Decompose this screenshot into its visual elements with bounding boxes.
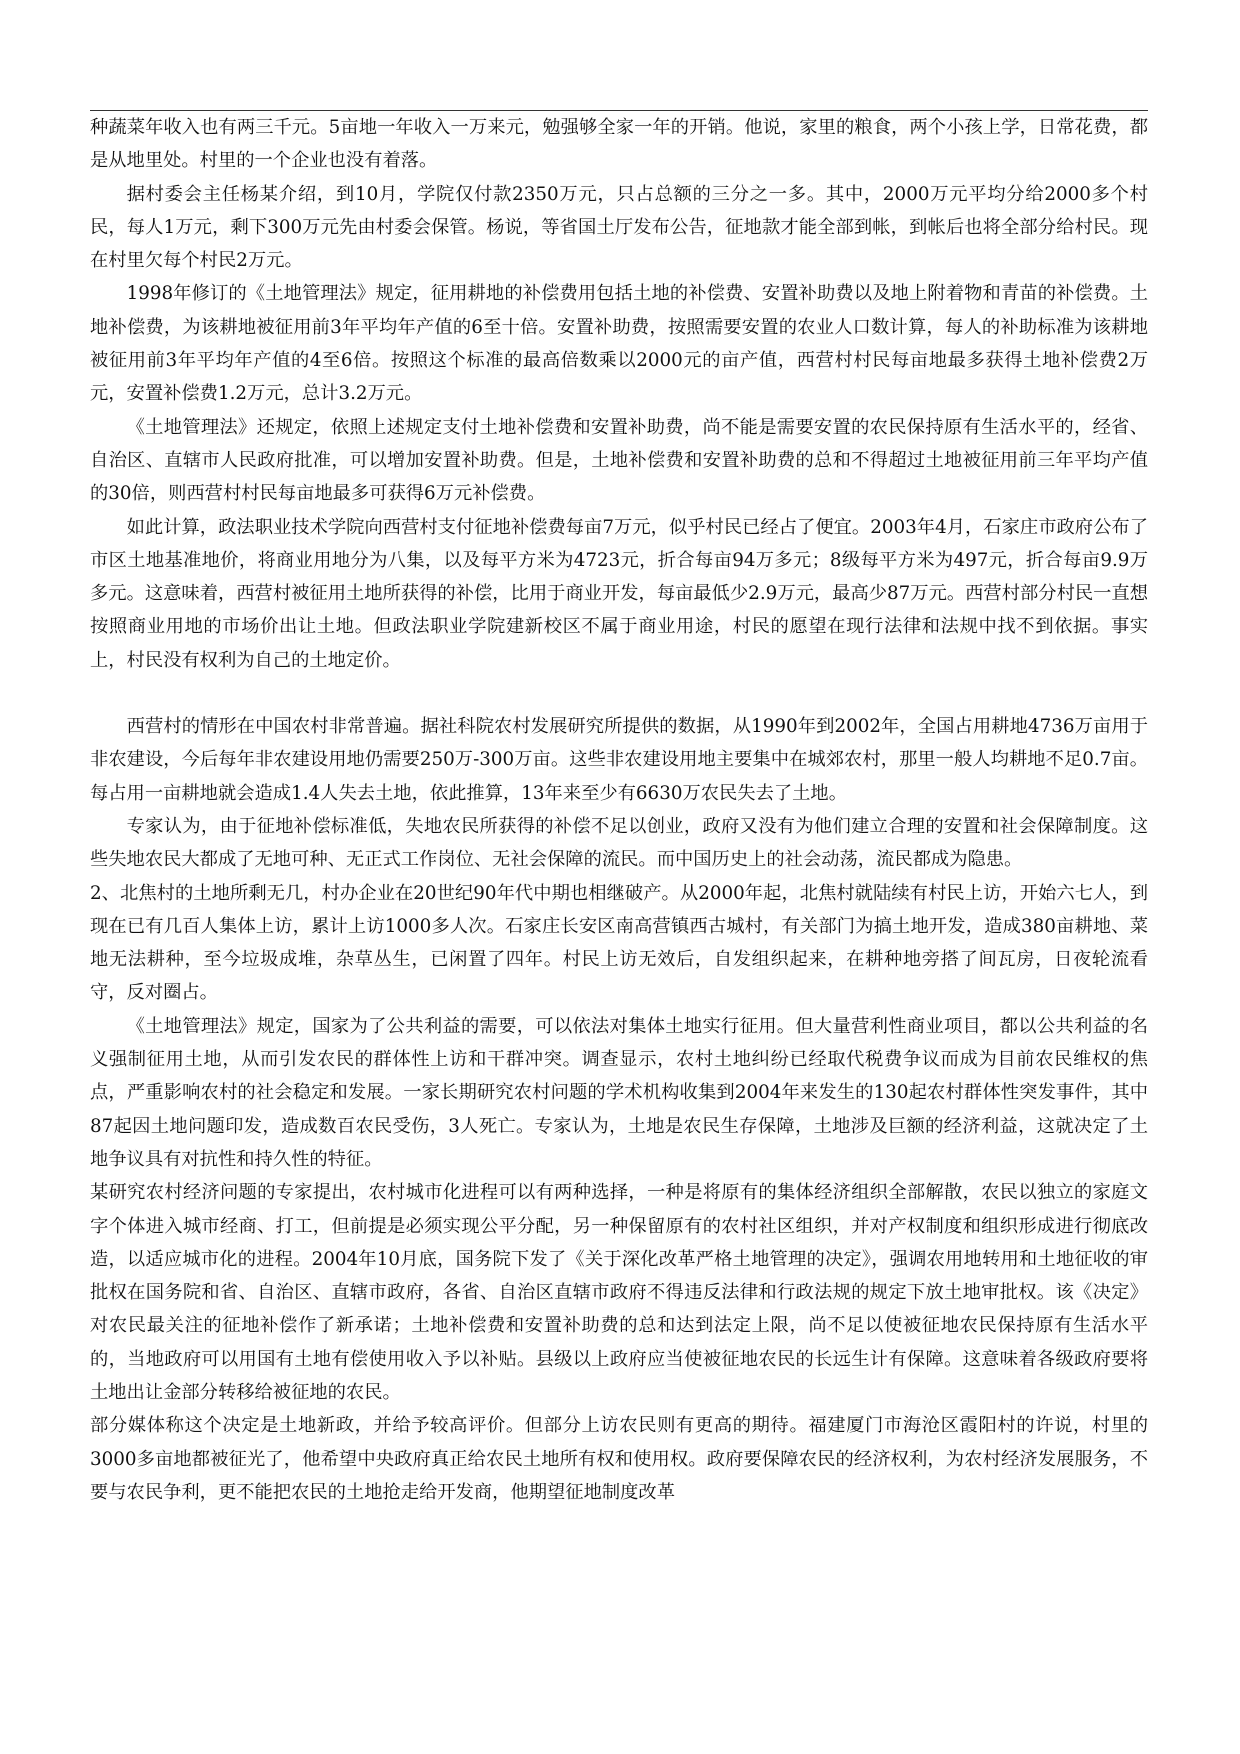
- paragraph-9: 某研究农村经济问题的专家提出，农村城市化进程可以有两种选择，一种是将原有的集体经济组织全部解散，农民以独立的家庭文字个体进入城市经商、打工，但前提是必须实现公平分配，另一种保留原有的农村社区组织，并对产权制度和组织形成进行彻底改造，以适应城市化的进程。2004年10月底，国务院下发了《关于深化改革严格土地管理的决定》，强调农用地转用和土地征收的审批权在国务院和省、自治区、直辖市政府，各省、自治区直辖市政府不得违反法律和行政法规的规定下放土地审批权。该《决定》对农民最关注的征地补偿作了新承诺；土地补偿费和安置补助费的总和达到法定上限，尚不足以使被征地农民保持原有生活水平的，当地政府可以用国有土地有偿使用收入予以补贴。县级以上政府应当使被征地农民的长远生计有保障。这意味着各级政府要将土地出让金部分转移给被征地的农民。: [90, 1182, 1148, 1403]
- paragraph-1: 据村委会主任杨某介绍，到10月，学院仅付款2350万元，只占总额的三分之一多。其中，2000万元平均分给2000多个村民，每人1万元，剩下300万元先由村委会保管。杨说，等省国土厅发布公告，征地款才能全部到帐，到帐后也将全部分给村民。现在村里欠每个村民2万元。: [90, 183, 1148, 272]
- paragraph-8: 《土地管理法》规定，国家为了公共利益的需要，可以依法对集体土地实行征用。但大量营利性商业项目，都以公共利益的名义强制征用土地，从而引发农民的群体性上访和干群冲突。调查显示，农村土地纠纷已经取代税费争议而成为目前农民维权的焦点，严重影响农村的社会稳定和发展。一家长期研究农村问题的学术机构收集到2004年来发生的130起农村群体性突发事件，其中87起因土地问题印发，造成数百农民受伤，3人死亡。专家认为，土地是农民生存保障，土地涉及巨额的经济利益，这就决定了土地争议具有对抗性和持久性的特征。: [90, 1015, 1148, 1170]
- paragraph-gap: [90, 677, 1148, 710]
- document-body: [90, 111, 1148, 1509]
- paragraph-4: 如此计算，政法职业技术学院向西营村支付征地补偿费每亩7万元，似乎村民已经占了便宜。2003年4月，石家庄市政府公布了市区土地基准地价，将商业用地分为八集，以及每平方米为4723元，折合每亩94万多元；8级每平方米为497元，折合每亩9.9万多元。这意味着，西营村被征用土地所获得的补偿，比用于商业开发，每亩最低少2.9万元，最高少87万元。西营村部分村民一直想按照商业用地的市场价出让土地。但政法职业学院建新校区不属于商业用途，村民的愿望在现行法律和法规中找不到依据。事实上，村民没有权利为自己的土地定价。: [90, 516, 1148, 671]
- paragraph-5: 西营村的情形在中国农村非常普遍。据社科院农村发展研究所提供的数据，从1990年到2002年，全国占用耕地4736万亩用于非农建设，今后每年非农建设用地仍需要250万-300万亩。这些非农建设用地主要集中在城郊农村，那里一般人均耕地不足0.7亩。每占用一亩耕地就会造成1.4人失去土地，依此推算，13年来至少有6630万农民失去了土地。: [90, 716, 1148, 804]
- paragraph-3: 《土地管理法》还规定，依照上述规定支付土地补偿费和安置补助费，尚不能是需要安置的农民保持原有生活水平的，经省、自治区、直辖市人民政府批准，可以增加安置补助费。但是，土地补偿费和安置补助费的总和不得超过土地被征用前三年平均产值的30倍，则西营村村民每亩地最多可获得6万元补偿费。: [90, 416, 1148, 505]
- paragraph-10: 部分媒体称这个决定是土地新政，并给予较高评价。但部分上访农民则有更高的期待。福建厦门市海沧区霞阳村的许说，村里的3000多亩地都被征光了，他希望中央政府真正给农民土地所有权和使用权。政府要保障农民的经济权利，为农村经济发展服务，不要与农民争利，更不能把农民的土地抢走给开发商，他期望征地制度改革: [90, 1415, 1148, 1503]
- paragraph-2: 1998年修订的《土地管理法》规定，征用耕地的补偿费用包括土地的补偿费、安置补助费以及地上附着物和青苗的补偿费。土地补偿费，为该耕地被征用前3年平均年产值的6至十倍。安置补助费，按照需要安置的农业人口数计算，每人的补助标准为该耕地被征用前3年平均年产值的4至6倍。按照这个标准的最高倍数乘以2000元的亩产值，西营村村民每亩地最多获得土地补偿费2万元，安置补偿费1.2万元，总计3.2万元。: [90, 283, 1148, 405]
- paragraph-0: 种蔬菜年收入也有两三千元。5亩地一年收入一万来元，勉强够全家一年的开销。他说，家里的粮食，两个小孩上学，日常花费，都是从地里处。村里的一个企业也没有着落。: [90, 117, 1148, 172]
- paragraph-6: 专家认为，由于征地补偿标准低，失地农民所获得的补偿不足以创业，政府又没有为他们建立合理的安置和社会保障制度。这些失地农民大都成了无地可种、无正式工作岗位、无社会保障的流民。而中国历史上的社会动荡，流民都成为隐患。: [90, 815, 1148, 871]
- paragraph-7: 2、北焦村的土地所剩无几，村办企业在20世纪90年代中期也相继破产。从2000年起，北焦村就陆续有村民上访，开始六七人，到现在已有几百人集体上访，累计上访1000多人次。石家庄长安区南高营镇西古城村，有关部门为搞土地开发，造成380亩耕地、菜地无法耕种，至今垃圾成堆，杂草丛生，已闲置了四年。村民上访无效后，自发组织起来，在耕种地旁搭了间瓦房，日夜轮流看守，反对圈占。: [90, 882, 1148, 1004]
